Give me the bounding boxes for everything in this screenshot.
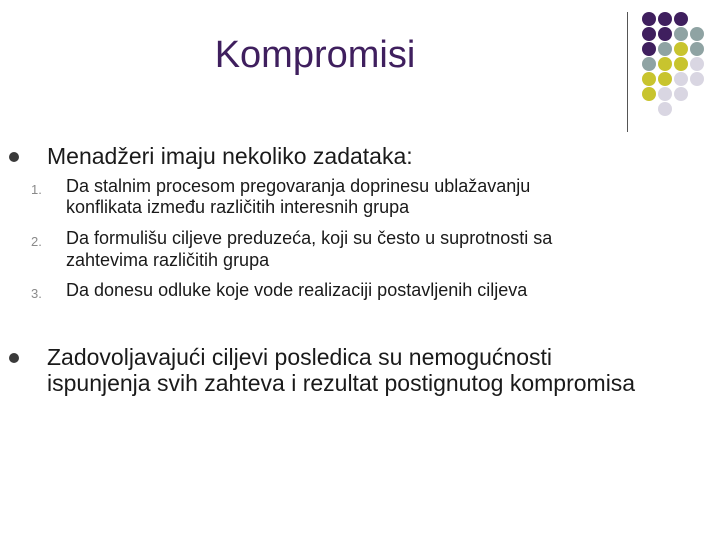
decorative-dot bbox=[658, 27, 672, 41]
bullet-dot-2 bbox=[9, 353, 19, 363]
decorative-dot bbox=[658, 12, 672, 26]
decorative-dot bbox=[674, 57, 688, 71]
decorative-dot bbox=[674, 12, 688, 26]
decorative-dot bbox=[642, 27, 656, 41]
bullet-dot-1 bbox=[9, 152, 19, 162]
decorative-dot bbox=[642, 57, 656, 71]
decorative-dot bbox=[658, 102, 672, 116]
decorative-dot bbox=[642, 42, 656, 56]
bullet-text-2a: Zadovoljavajući ciljevi posledica su nemogućnosti bbox=[47, 344, 552, 370]
decorative-dot bbox=[674, 27, 688, 41]
bullet-text-2b: ispunjenja svih zahteva i rezultat postignutog kompromisa bbox=[47, 370, 636, 396]
decorative-dots bbox=[640, 12, 720, 122]
decorative-dot bbox=[642, 87, 656, 101]
list-line-3a: Da donesu odluke koje vode realizaciji postavljenih ciljeva bbox=[66, 280, 528, 300]
decorative-dot bbox=[658, 87, 672, 101]
decorative-dot bbox=[658, 57, 672, 71]
decorative-dot bbox=[674, 72, 688, 86]
list-line-2b: zahtevima različitih grupa bbox=[66, 250, 270, 270]
decorative-dot bbox=[674, 42, 688, 56]
list-number-1: 1. bbox=[31, 182, 42, 197]
decorative-dot bbox=[690, 27, 704, 41]
decorative-dot bbox=[674, 87, 688, 101]
decorative-dot bbox=[690, 72, 704, 86]
list-line-1b: konflikata između različitih interesnih grupa bbox=[66, 197, 410, 217]
decorative-dot bbox=[658, 42, 672, 56]
list-line-1a: Da stalnim procesom pregovaranja doprinesu ublažavanju bbox=[66, 176, 531, 196]
decorative-dot bbox=[642, 12, 656, 26]
list-number-2: 2. bbox=[31, 234, 42, 249]
decorative-dot bbox=[690, 57, 704, 71]
slide-title: Kompromisi bbox=[214, 34, 416, 76]
divider-line bbox=[627, 12, 628, 132]
list-number-3: 3. bbox=[31, 286, 42, 301]
bullet-text-1: Menadžeri imaju nekoliko zadataka: bbox=[47, 143, 413, 169]
decorative-dot bbox=[642, 72, 656, 86]
decorative-dot bbox=[690, 42, 704, 56]
decorative-dot bbox=[658, 72, 672, 86]
list-line-2a: Da formulišu ciljeve preduzeća, koji su često u suprotnosti sa bbox=[66, 228, 553, 248]
